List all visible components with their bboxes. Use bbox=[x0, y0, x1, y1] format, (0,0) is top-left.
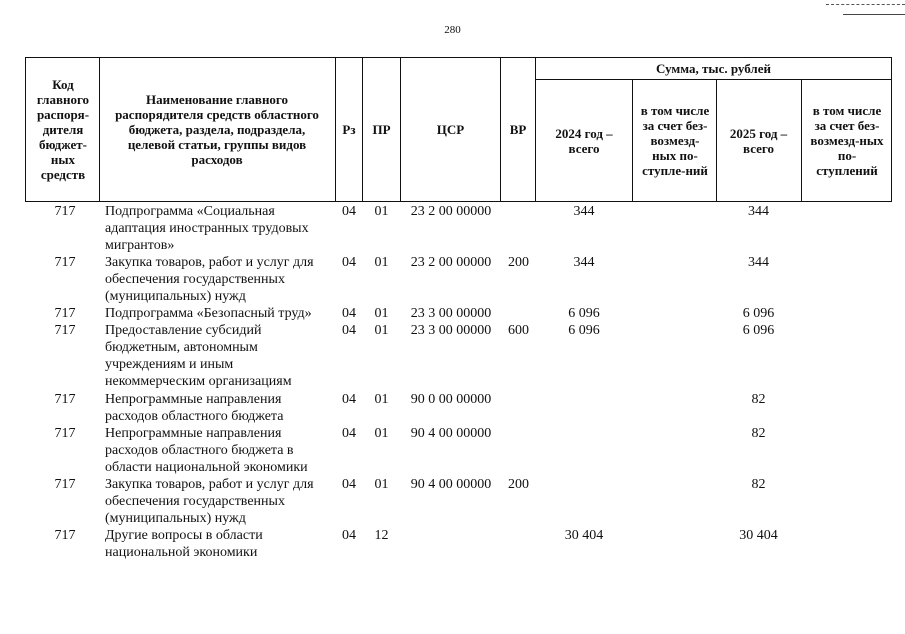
header-2024-total: 2024 год – всего bbox=[555, 125, 613, 156]
cell-code: 717 bbox=[54, 528, 76, 543]
header-code: Код главного распоря-дителя бюджет-ных средств bbox=[36, 77, 90, 182]
cell-2025-total: 344 bbox=[748, 255, 769, 270]
cell-name: Предоставление субсидий бюджетным, автономным учреждениям и иным некоммерческим организациям bbox=[105, 323, 292, 389]
cell-2024-total: 6 096 bbox=[568, 306, 600, 321]
cell-vr: 600 bbox=[508, 323, 529, 338]
cell-rz: 04 bbox=[342, 323, 356, 338]
cell-rz: 04 bbox=[342, 392, 356, 407]
header-2024-free: в том числе за счет без-возмезд-ных по-ступле-ний bbox=[640, 103, 710, 178]
cell-rz: 04 bbox=[342, 528, 356, 543]
cell-code: 717 bbox=[54, 426, 76, 441]
cell-pr: 01 bbox=[374, 204, 389, 219]
header-vr: ВР bbox=[509, 122, 527, 137]
cell-pr: 01 bbox=[374, 306, 389, 321]
cell-code: 717 bbox=[54, 306, 76, 321]
cell-2024-total: 6 096 bbox=[568, 323, 600, 338]
cell-2024-total: 344 bbox=[573, 204, 595, 219]
cell-csr: 90 0 00 00000 bbox=[410, 392, 492, 407]
cell-2025-total: 30 404 bbox=[739, 528, 778, 543]
cell-code: 717 bbox=[54, 255, 76, 270]
header-csr: ЦСР bbox=[436, 122, 465, 137]
cell-vr: 200 bbox=[508, 255, 529, 270]
cell-csr: 23 2 00 00000 bbox=[410, 255, 492, 270]
cell-csr: 90 4 00 00000 bbox=[410, 477, 492, 492]
cell-code: 717 bbox=[54, 477, 76, 492]
cell-2025-total: 82 bbox=[751, 477, 766, 492]
cell-pr: 01 bbox=[374, 255, 389, 270]
cell-2024-total: 344 bbox=[573, 255, 595, 270]
cell-2025-total: 82 bbox=[751, 392, 766, 407]
cell-name: Подпрограмма «Безопасный труд» bbox=[105, 306, 312, 321]
page-number: 280 bbox=[444, 24, 461, 36]
cell-code: 717 bbox=[54, 392, 76, 407]
cell-pr: 01 bbox=[374, 426, 389, 441]
header-2025-total: 2025 год – всего bbox=[729, 125, 788, 156]
header-pr: ПР bbox=[372, 122, 391, 137]
cell-name: Подпрограмма «Социальная адаптация иностранных трудовых мигрантов» bbox=[105, 204, 309, 253]
cell-2025-total: 82 bbox=[751, 426, 766, 441]
cell-csr: 23 3 00 00000 bbox=[410, 306, 492, 321]
cell-csr: 23 3 00 00000 bbox=[410, 323, 492, 338]
cell-vr: 200 bbox=[508, 477, 529, 492]
cell-2025-total: 344 bbox=[748, 204, 769, 219]
cell-pr: 01 bbox=[374, 323, 389, 338]
cell-name: Непрограммные направления расходов областного бюджета bbox=[105, 392, 284, 424]
cell-code: 717 bbox=[54, 323, 76, 338]
cell-csr: 90 4 00 00000 bbox=[410, 426, 492, 441]
cell-name: Закупка товаров, работ и услуг для обеспечения государственных (муниципальных) нужд bbox=[105, 255, 314, 304]
cell-2024-total: 30 404 bbox=[564, 528, 604, 543]
cell-2025-total: 6 096 bbox=[742, 306, 775, 321]
cell-2025-total: 6 096 bbox=[742, 323, 775, 338]
cell-name: Закупка товаров, работ и услуг для обеспечения государственных (муниципальных) нужд bbox=[105, 477, 314, 526]
header-sum: Сумма, тыс. рублей bbox=[656, 61, 771, 76]
header-name: Наименование главного распорядителя средств областного бюджета, раздела, подраздела, целевой статьи, группы видов расходов bbox=[115, 92, 319, 167]
cell-name: Другие вопросы в области национальной экономики bbox=[105, 528, 263, 560]
cell-rz: 04 bbox=[342, 426, 356, 441]
header-rz: Рз bbox=[342, 122, 356, 137]
cell-rz: 04 bbox=[342, 306, 356, 321]
cell-rz: 04 bbox=[342, 255, 356, 270]
cell-csr: 23 2 00 00000 bbox=[410, 204, 492, 219]
cell-pr: 01 bbox=[374, 392, 389, 407]
cell-pr: 01 bbox=[374, 477, 389, 492]
cell-code: 717 bbox=[54, 204, 76, 219]
cell-pr: 12 bbox=[374, 528, 389, 543]
header-2025-free: в том числе за счет без-возмезд-ных по-ступлений bbox=[810, 103, 884, 178]
cell-rz: 04 bbox=[342, 477, 356, 492]
cell-name: Непрограммные направления расходов областного бюджета в области национальной экономики bbox=[105, 426, 308, 475]
cell-rz: 04 bbox=[342, 204, 356, 219]
